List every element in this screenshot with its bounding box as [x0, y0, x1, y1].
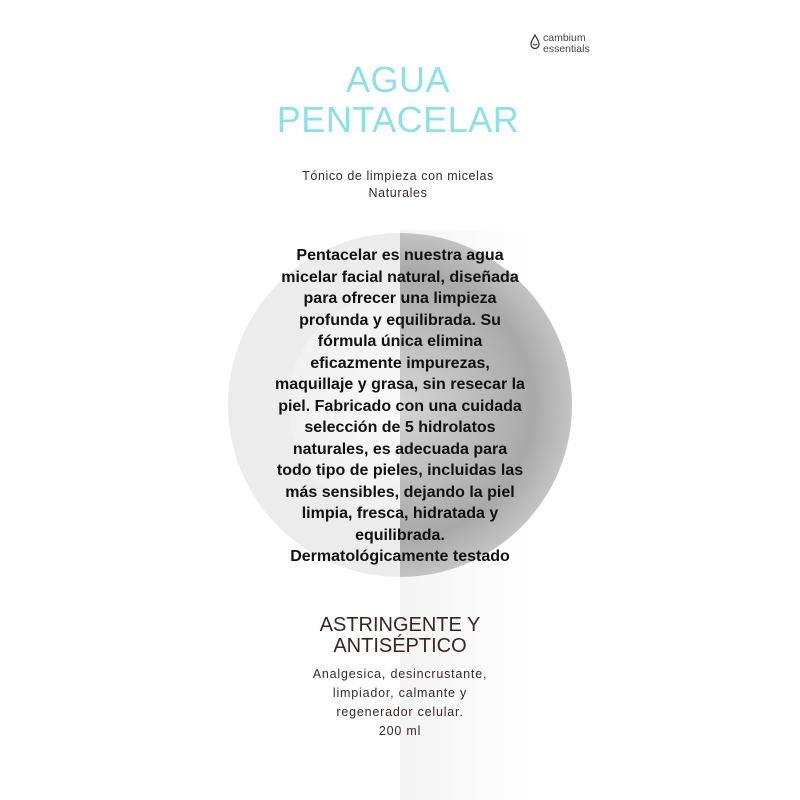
description-line: Dermatológicamente testado: [290, 548, 510, 565]
benefits-line1: Analgesica, desincrustante,: [312, 667, 488, 681]
properties-heading: [0, 615, 800, 657]
title-line2: PENTACELAR: [276, 99, 520, 140]
description-line: selección de 5 hidrolatos: [304, 419, 496, 436]
product-subtitle: [0, 168, 796, 202]
description-line: micelar facial natural, diseñada: [281, 268, 519, 286]
description-line: todo tipo de pieles, incluidas las: [276, 462, 524, 479]
properties-line2: ANTISÉPTICO: [333, 635, 467, 657]
subtitle-line2: Naturales: [368, 186, 428, 200]
brand-logo: [530, 33, 590, 55]
description-line: Pentacelar es nuestra agua: [296, 247, 504, 264]
benefits-line2: limpiador, calmante y: [332, 686, 468, 700]
properties-line1: ASTRINGENTE Y: [319, 614, 481, 636]
description-line: maquillaje y grasa, sin resecar la: [275, 376, 525, 393]
drop-icon: [530, 34, 540, 55]
brand-name-line2: essentials: [543, 43, 590, 55]
subtitle-line1: Tónico de limpieza con micelas: [302, 169, 494, 183]
description-line: limpia, fresca, hidratada y: [301, 505, 499, 522]
description-line: equilibrada.: [355, 526, 445, 544]
description-line: profunda y equilibrada. Su: [299, 311, 501, 329]
description-line: fórmula única elimina: [317, 333, 483, 350]
benefits-line3: regenerador celular.: [336, 705, 464, 719]
description-line: más sensibles, dejando la piel: [285, 483, 515, 501]
product-description: [200, 245, 600, 568]
volume-label: 200 ml: [378, 724, 422, 738]
description-line: para ofrecer una limpieza: [303, 290, 497, 307]
product-title: [0, 60, 796, 140]
description-line: eficazmente impurezas,: [310, 354, 490, 372]
description-line: piel. Fabricado con una cuidada: [278, 397, 522, 415]
description-line: naturales, es adecuada para: [292, 440, 508, 458]
title-line1: AGUA: [345, 59, 451, 100]
benefits-text: [0, 665, 800, 741]
brand-name-line1: cambium: [543, 32, 586, 44]
